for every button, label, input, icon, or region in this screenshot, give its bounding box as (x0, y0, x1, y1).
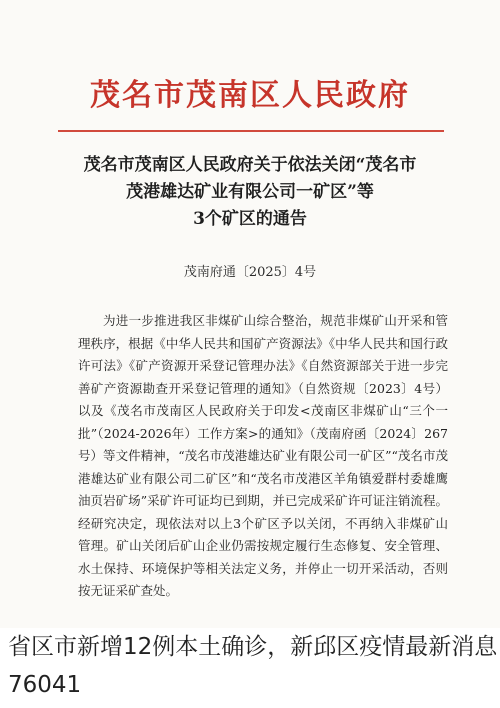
notice-body (78, 310, 448, 626)
government-header: 茂名市茂南区人民政府 (90, 78, 410, 113)
title-line-3: 3个矿区的通告 (193, 209, 307, 229)
body-paragraph: 为进一步推进我区非煤矿山综合整治，规范非煤矿山开采和管理秩序，根据《中华人民共和国矿产资源法》《中华人民共和国行政许可法》《矿产资源开采登记管理办法》《自然资源部关于进一步完善矿产资源勘查开采登记管理的通知》（自然资规〔2023〕4号）以及《茂名市茂南区人民政府关于印发<茂南区非煤矿山“三个一批”（2024-2026年）工作方案>的通知》（茂南府函〔2024〕267号）等文件精神，“茂名市茂港雄达矿业有限公司一矿区”“茂名市茂港雄达矿业有限公司二矿区”和“茂名市茂港区羊角镇爱群村委雄鹰油页岩矿场”采矿许可证均已到期，并已完成采矿许可证注销流程。经研究决定，现依法对以上3个矿区予以关闭，不再纳入非煤矿山管理。矿山关闭后矿山企业仍需按规定履行生态修复、安全管理、水土保持、环境保护等相关法定义务，并停止一切开采活动，否则按无证采矿查处。 (78, 313, 448, 598)
reference-number: 茂南府通〔2025〕4号 (183, 265, 317, 280)
notice-title (60, 152, 440, 233)
caption-overlay (0, 628, 500, 708)
header-divider (58, 130, 444, 132)
caption-text: 省区市新增12例本土确诊，新邱区疫情最新消息 76041 (8, 634, 498, 698)
title-line-1: 茂名市茂南区人民政府关于依法关闭“茂名市 (83, 155, 417, 175)
title-line-2: 茂港雄达矿业有限公司一矿区”等 (126, 182, 374, 202)
